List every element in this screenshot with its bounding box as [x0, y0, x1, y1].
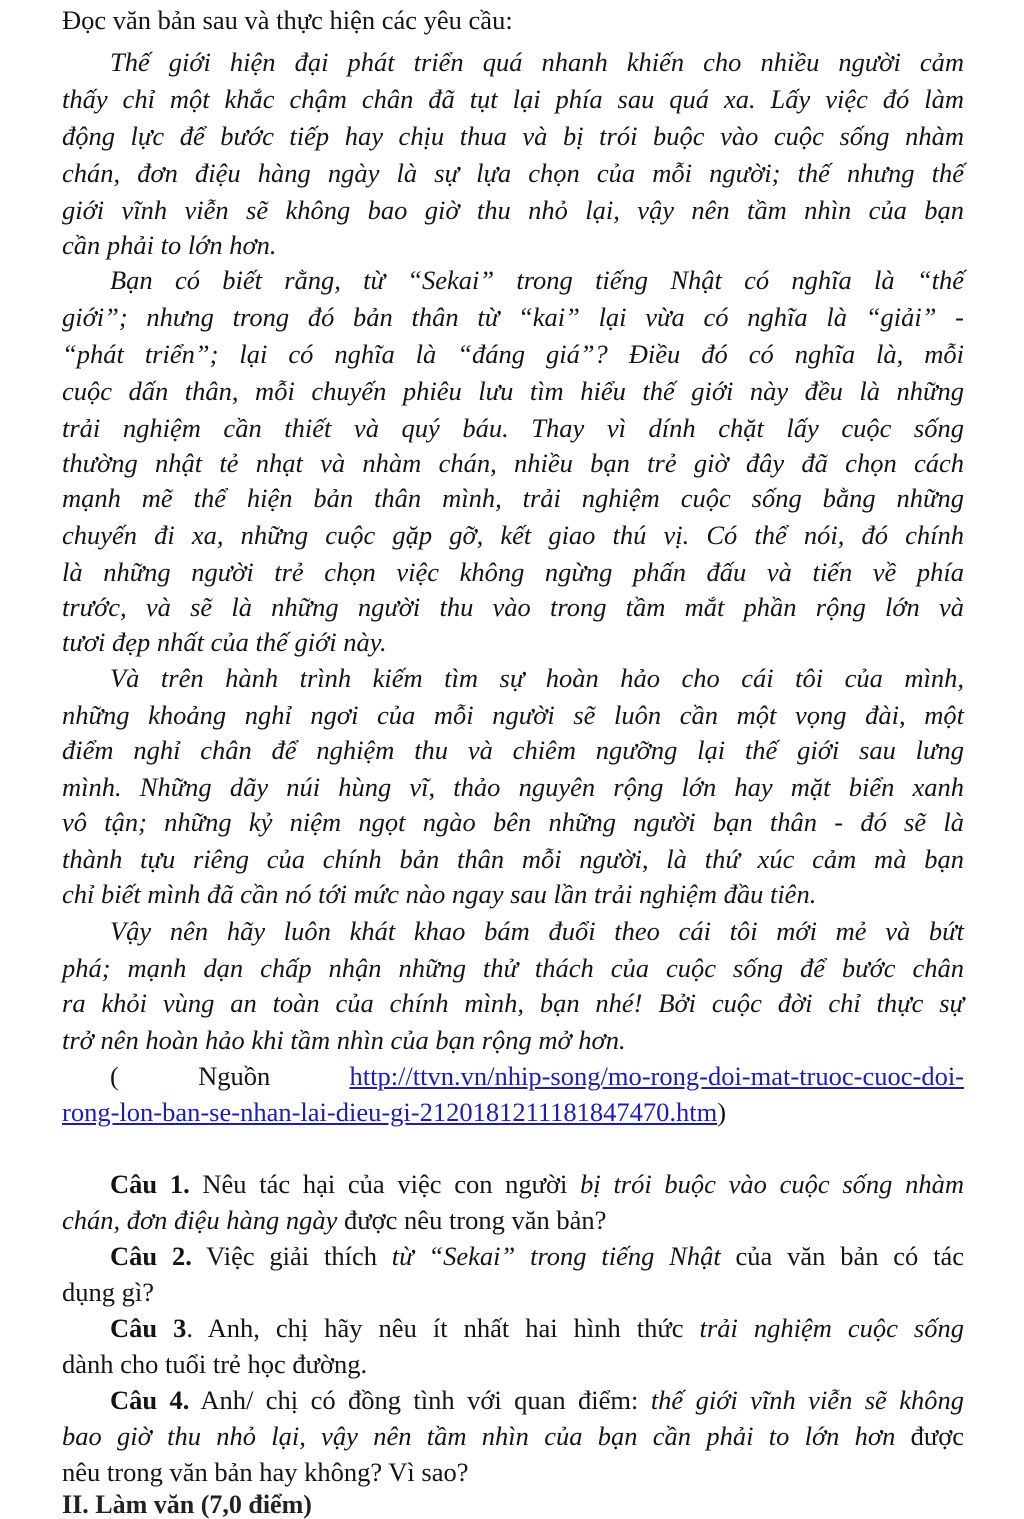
question-1-line-1	[110, 1166, 964, 1203]
source-line-2	[62, 1094, 964, 1131]
p4-line-4: trở nên hoàn hảo khi tầm nhìn của bạn rộng mở hơn.	[62, 1025, 626, 1055]
question-4-text-b: thế giới vĩnh viễn sẽ không	[650, 1385, 964, 1415]
source-prefix: ( Nguồn	[110, 1061, 271, 1091]
p1-line-5: giới vĩnh viễn sẽ không bao giờ thu nhỏ lại, vậy nên tầm nhìn của bạn	[62, 195, 964, 225]
p4-line-3: ra khỏi vùng an toàn của chính mình, bạn nhé! Bởi cuộc đời chỉ thực sự	[62, 988, 964, 1018]
source-link-part-2[interactable]: rong-lon-ban-se-nhan-lai-dieu-gi-2120181211181847470.htm	[62, 1097, 718, 1127]
question-4-line-2	[62, 1418, 964, 1455]
question-3-label: Câu 3	[110, 1313, 187, 1343]
next-section-heading-clipped: II. Làm văn (7,0 điểm)	[62, 1490, 312, 1519]
question-3-text-a: . Anh, chị hãy nêu ít nhất hai hình thức	[186, 1313, 700, 1343]
question-3-line-2: dành cho tuổi trẻ học đường.	[62, 1349, 368, 1379]
p3-line-5: vô tận; những kỷ niệm ngọt ngào bên những người bạn thân - đó sẽ là	[62, 807, 964, 837]
p3-line-3: điểm nghỉ chân để nghiệm thu và chiêm ngưỡng lại thế giới sau lưng	[62, 735, 964, 765]
p4-line-1: Vậy nên hãy luôn khát khao bám đuổi theo cái tôi mới mẻ và bứt	[110, 916, 964, 946]
question-1-label: Câu 1.	[110, 1169, 190, 1199]
question-3-line-1	[110, 1310, 964, 1347]
p3-line-6: thành tựu riêng của chính bản thân mỗi người, là thứ xúc cảm mà bạn	[62, 844, 964, 874]
p2-line-1: Bạn có biết rằng, từ “Sekai” trong tiếng Nhật có nghĩa là “thế	[110, 265, 964, 295]
p3-line-4: mình. Những dãy núi hùng vĩ, thảo nguyên rộng lớn hay mặt biển xanh	[62, 772, 964, 802]
p2-line-7: mạnh mẽ thể hiện bản thân mình, trải nghiệm cuộc sống bằng những	[62, 483, 964, 513]
question-2-text-c: của văn bản có tác	[720, 1241, 964, 1271]
question-1-text-a: Nêu tác hại của việc con người	[189, 1169, 581, 1199]
source-suffix: )	[717, 1097, 727, 1127]
p3-line-1: Và trên hành trình kiếm tìm sự hoàn hảo cho cái tôi của mình,	[110, 663, 964, 693]
question-4-label: Câu 4.	[110, 1385, 190, 1415]
source-line-1	[110, 1058, 964, 1095]
question-2-label: Câu 2.	[110, 1241, 192, 1271]
p1-line-6: cần phải to lớn hơn.	[62, 230, 277, 260]
question-2-text-b: từ “Sekai” trong tiếng Nhật	[391, 1241, 721, 1271]
p1-line-2: thấy chỉ một khắc chậm chân đã tụt lại phía sau quá xa. Lấy việc đó làm	[62, 84, 964, 114]
question-1-text-b: bị trói buộc vào cuộc sống nhàm	[580, 1169, 964, 1199]
question-2-line-1	[110, 1238, 964, 1275]
p3-line-2: những khoảng nghỉ ngơi của mỗi người sẽ luôn cần một vọng đài, một	[62, 700, 964, 730]
question-1-line-2	[62, 1202, 964, 1239]
p3-line-7: chỉ biết mình đã cần nó tới mức nào ngay sau lần trải nghiệm đầu tiên.	[62, 879, 817, 909]
p2-line-8: chuyến đi xa, những cuộc gặp gỡ, kết giao thú vị. Có thể nói, đó chính	[62, 520, 964, 550]
question-4-line-3: nêu trong văn bản hay không? Vì sao?	[62, 1457, 469, 1487]
p2-line-3: “phát triển”; lại có nghĩa là “đáng giá”? Điều đó có nghĩa là, mỗi	[62, 339, 964, 369]
question-1-text-d: được nêu trong văn bản?	[337, 1205, 607, 1235]
p1-line-4: chán, đơn điệu hàng ngày là sự lựa chọn của mỗi người; thế nhưng thế	[62, 158, 964, 188]
p4-line-2: phá; mạnh dạn chấp nhận những thử thách của cuộc sống để bước chân	[62, 953, 964, 983]
source-link-part-1[interactable]: http://ttvn.vn/nhip-song/mo-rong-doi-mat-truoc-cuoc-doi-	[349, 1061, 965, 1091]
p2-line-9: là những người trẻ chọn việc không ngừng phấn đấu và tiến về phía	[62, 557, 964, 587]
p2-line-2: giới”; nhưng trong đó bản thân từ “kai” lại vừa có nghĩa là “giải” -	[62, 302, 964, 332]
question-3-text-b: trải nghiệm cuộc sống	[699, 1313, 964, 1343]
p2-line-6: thường nhật tẻ nhạt và nhàm chán, nhiều bạn trẻ giờ đây đã chọn cách	[62, 448, 964, 478]
question-4-text-a: Anh/ chị có đồng tình với quan điểm:	[189, 1385, 651, 1415]
p2-line-5: trải nghiệm cần thiết và quý báu. Thay vì dính chặt lấy cuộc sống	[62, 413, 964, 443]
question-2-text-a: Việc giải thích	[191, 1241, 392, 1271]
p1-line-3: động lực để bước tiếp hay chịu thua và bị trói buộc vào cuộc sống nhàm	[62, 121, 964, 151]
question-1-text-c: chán, đơn điệu hàng ngày	[62, 1205, 338, 1235]
p2-line-4: cuộc dấn thân, mỗi chuyến phiêu lưu tìm hiểu thế giới này đều là những	[62, 376, 964, 406]
question-4-text-c: bao giờ thu nhỏ lại, vậy nên tầm nhìn của bạn cần phải to lớn hơn	[62, 1421, 896, 1451]
question-2-line-2: dụng gì?	[62, 1277, 154, 1307]
p2-line-11: tươi đẹp nhất của thế giới này.	[62, 627, 387, 657]
p1-line-1: Thế giới hiện đại phát triển quá nhanh khiến cho nhiều người cảm	[110, 47, 964, 77]
instruction-heading: Đọc văn bản sau và thực hiện các yêu cầu:	[62, 5, 513, 35]
question-4-line-1	[110, 1382, 964, 1419]
p2-line-10: trước, và sẽ là những người thu vào trong tầm mắt phần rộng lớn và	[62, 592, 964, 622]
question-4-text-d: được	[895, 1421, 965, 1451]
